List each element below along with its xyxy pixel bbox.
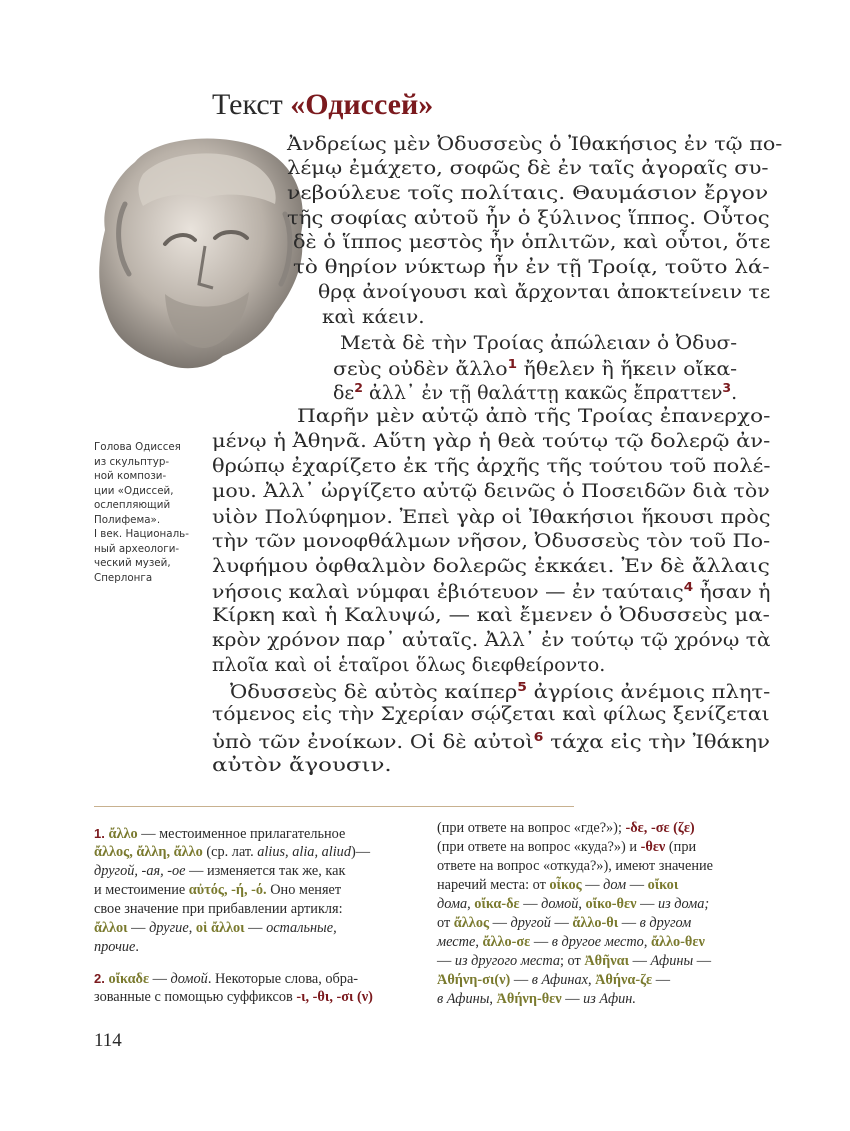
footnote-segment: — (626, 877, 648, 893)
footnote-line (437, 971, 713, 990)
footnote-segment: ἄλλο-σε (482, 934, 531, 950)
footnote-line (437, 952, 713, 971)
footnote-segment: — изменяется так же, как (185, 863, 346, 879)
text-line (212, 507, 770, 528)
text-segment: θρώπῳ ἐχαρίζετο ἐκ τῆς ἀρχῆς τῆς τούτου τοῦ πολέ- (212, 456, 771, 477)
text-line (297, 406, 770, 427)
footnote-segment: — (127, 920, 150, 936)
odysseus-bust-image (95, 134, 310, 374)
footnote-segment: домой (170, 971, 208, 987)
footnote-segment: , (475, 934, 483, 950)
footnote-segment: — (530, 934, 552, 950)
text-line (333, 381, 737, 404)
footnote-segment: в Афины (437, 991, 490, 1007)
footnote-segment: ἄλλος, ἄλλη, ἄλλο (94, 844, 203, 860)
text-line (212, 556, 770, 577)
footnote-segment: (при ответе на вопрос «где?»); (437, 820, 626, 836)
text-segment: σεὺς οὐδὲν ἄλλο (333, 359, 508, 380)
text-line (212, 531, 770, 552)
text-line (318, 282, 770, 303)
text-line (212, 730, 770, 753)
footnote-segment: Ἀθήνη-σι(ν) (437, 972, 511, 988)
footnote-segment: οἴκο-θεν (585, 896, 637, 912)
text-segment: θρᾳ ἀνοίγουσι καὶ ἄρχονται ἀποκτείνειν τε (318, 282, 771, 303)
text-line (212, 755, 392, 776)
text-segment: Ὀδυσσεὺς δὲ αὐτὸς καίπερ (230, 682, 518, 703)
footnote-segment: зованные с помощью суффиксов (94, 989, 297, 1005)
footnote-segment: Оно меняет (266, 882, 342, 898)
footnote-line (94, 938, 373, 957)
footnote-rule (94, 806, 574, 807)
footnote-segment: — (510, 972, 532, 988)
footnote-line (94, 900, 373, 919)
text-segment: λέμῳ ἐμάχετο, σοφῶς δὲ ἐν ταῖς ἀγοραῖς συ- (287, 158, 769, 179)
footnote-segment: — (693, 953, 711, 969)
footnote-segment: 2. (94, 971, 109, 986)
footnote-line (94, 988, 373, 1007)
footnote-segment: , (643, 934, 651, 950)
footnote-segment: — (581, 877, 604, 893)
footnote-segment: (при ответе на вопрос «куда?») и (437, 839, 641, 855)
text-segment: ἀγρίοις ἀνέμοις πλητ- (526, 682, 771, 703)
footnote-segment: ἄλλο-θεν (650, 934, 705, 950)
text-line (230, 680, 770, 703)
text-line (322, 307, 425, 328)
footnote-segment: οἶκος (549, 877, 582, 893)
footnote-line (94, 843, 373, 862)
footnote-segment: ; от (560, 953, 585, 969)
caption-line: Сперлонга (94, 571, 153, 584)
text-line (333, 357, 737, 380)
footnote-line (94, 919, 373, 938)
footnotes-right-column (437, 819, 713, 1009)
text-segment: ἦσαν ἡ (693, 582, 771, 603)
footnote-segment: οἴκαδε (108, 971, 150, 987)
text-segment: ἤθελεν ἢ ἥκειν οἴκα- (517, 359, 738, 380)
text-segment: δὲ ὁ ἵππος μεστὸς ἦν ὁπλιτῶν, καὶ οὗτοι, ὅτε (293, 232, 771, 253)
footnote-segment: — (636, 896, 658, 912)
caption-line: ной компози- (94, 470, 167, 482)
footnote-segment: из дома; (657, 896, 710, 912)
footnote-marker: 6 (533, 730, 544, 744)
text-segment: Παρῆν μὲν αὐτῷ ἀπὸ τῆς Τροίας ἐπανερχο- (297, 406, 771, 427)
text-line (212, 580, 770, 603)
text-segment: τόμενος εἰς τὴν Σχερίαν σῴζεται καὶ φίλως ξενίζεται (212, 704, 770, 725)
footnote-line (94, 824, 373, 843)
text-segment: δε (333, 383, 355, 404)
footnote-segment: Афины (650, 953, 694, 969)
footnote-segment: Ἀθήνη-θεν (496, 991, 562, 1007)
footnote-segment: — (244, 920, 267, 936)
text-segment: αὐτὸν ἄγουσιν. (212, 755, 392, 776)
footnote-segment: ἄλλο-θι (572, 915, 619, 931)
text-line (212, 704, 770, 725)
text-segment: ὑπὸ τῶν ἐνοίκων. Οἱ δὲ αὐτοὶ (212, 732, 534, 753)
footnote-segment: (при (665, 839, 697, 855)
footnote-segment: , (188, 920, 196, 936)
footnote-segment: остальные, (266, 920, 337, 936)
footnote-segment: ἄλλοι (94, 920, 128, 936)
caption-line: Полифема». (94, 513, 161, 526)
text-segment: τὸ θηρίον νύκτωρ ἦν ἐν τῇ Τροίᾳ, τοῦτο λά- (293, 257, 770, 278)
footnote-segment: в Афинах (531, 972, 588, 988)
footnote-segment: οἴκα-δε (474, 896, 520, 912)
footnote-segment: οἱ ἄλλοι (195, 920, 245, 936)
footnote-line (437, 838, 713, 857)
footnote-line (437, 819, 713, 838)
footnote-segment: -ι, -θι, -σι (ν) (296, 989, 373, 1005)
footnote-line (94, 969, 373, 988)
footnote-line (437, 895, 713, 914)
footnotes-left-column (94, 824, 373, 1007)
footnote-segment: . (135, 939, 139, 955)
text-line (212, 605, 770, 626)
footnote-line (437, 876, 713, 895)
footnote-segment: другие (149, 920, 189, 936)
footnote-segment: — (519, 896, 542, 912)
footnote-segment: из Афин. (583, 991, 636, 1007)
caption-line: ческий музей, (94, 557, 171, 569)
footnote-line (94, 881, 373, 900)
footnote-segment: — (489, 915, 511, 931)
footnote-line (94, 862, 373, 881)
text-line (212, 655, 605, 676)
text-line (212, 456, 770, 477)
footnote-segment: другой, -ая, -ое (94, 863, 186, 879)
text-line (293, 257, 770, 278)
footnote-segment: ответе на вопрос «откуда?»), имеют значение (437, 858, 713, 874)
footnote-segment: , (578, 896, 586, 912)
footnote-segment: , (467, 896, 475, 912)
title-prefix: Текст (212, 88, 291, 121)
footnote-segment: ἄλλο (108, 826, 138, 842)
footnote-segment: другой (510, 915, 551, 931)
footnote-marker: 1 (507, 357, 518, 371)
footnote-segment: ἄλλος (453, 915, 490, 931)
text-line (340, 333, 737, 354)
footnote-line (437, 914, 713, 933)
text-line (287, 158, 769, 179)
footnote-segment: 1. (94, 826, 109, 841)
footnote-segment: дома (437, 896, 468, 912)
footnote-segment: — (629, 953, 651, 969)
footnote-segment: — (652, 972, 671, 988)
footnote-segment: — местоименное прилагательное (137, 826, 346, 842)
text-segment: τὴν τῶν μονοφθάλμων νῆσον, Ὀδυσσεὺς τὸν τοῦ Πο- (212, 531, 771, 552)
footnote-segment: — (437, 953, 455, 969)
footnote-segment: . Некоторые слова, обра- (207, 971, 359, 987)
footnote-segment: наречий места: от (437, 877, 550, 893)
text-segment: . (731, 383, 738, 404)
text-segment: Κίρκη καὶ ἡ Καλυψώ, — καὶ ἔμενεν ὁ Ὀδυσσεὺς μα- (212, 605, 770, 626)
footnote-segment: в другом (639, 915, 692, 931)
page-title (212, 88, 433, 122)
caption-line: Голова Одиссея (94, 441, 181, 453)
footnote-segment: дом (603, 877, 627, 893)
footnote-segment: αὐτός, -ή, -ό. (188, 882, 267, 898)
footnote-segment: от (437, 915, 454, 931)
text-segment: Ἀνδρείως μὲν Ὀδυσσεὺς ὁ Ἰθακήσιος ἐν τῷ πο- (287, 134, 783, 155)
footnote-segment: в другое место (551, 934, 644, 950)
footnote-segment: свое значение при прибавлении артикля: (94, 901, 343, 917)
text-segment: τῆς σοφίας αὐτοῦ ἦν ὁ ξύλινος ἵππος. Οὗτος (287, 208, 770, 229)
text-segment: τάχα εἰς τὴν Ἰθάκην (543, 732, 770, 753)
footnote-marker: 4 (683, 580, 694, 594)
text-segment: μου. Ἀλλ᾽ ὠργίζετο αὐτῷ δεινῶς ὁ Ποσειδῶν διὰ τὸν (212, 481, 770, 502)
footnote-line (437, 990, 713, 1009)
text-line (287, 134, 782, 155)
text-line (212, 481, 770, 502)
footnote-segment: , (587, 972, 596, 988)
footnote-segment: месте (437, 934, 476, 950)
page-number: 114 (94, 1030, 122, 1051)
footnote-line (437, 933, 713, 952)
caption-line: ослепляющий (94, 499, 171, 511)
text-segment: υἱὸν Πολύφημον. Ἐπεὶ γὰρ οἱ Ἰθακήσιοι ἥκουσι πρὸς (212, 507, 771, 528)
footnote-segment: — (550, 915, 573, 931)
footnote-marker: 3 (722, 381, 732, 395)
title-name: «Одиссей» (290, 88, 434, 121)
footnote-segment: , (489, 991, 497, 1007)
footnote-segment: -θεν (640, 839, 666, 855)
footnote-segment: Ἀθήνα-ζε (595, 972, 653, 988)
text-segment: ἀλλ᾽ ἐν τῇ θαλάττῃ κακῶς ἔπραττεν (362, 383, 723, 404)
text-line (293, 232, 770, 253)
image-caption (94, 440, 189, 585)
text-line (212, 431, 770, 452)
caption-line: ции «Одиссей, (94, 484, 174, 497)
caption-line: ный археологи- (94, 542, 180, 555)
text-segment: λυφήμου ὀφθαλμὸν δολερῶς ἐκκάει. Ἐν δὲ ἄλλαις (212, 556, 770, 577)
footnote-segment: (ср. лат. (202, 844, 258, 860)
text-segment: μένῳ ἡ Ἀθηνᾶ. Αὕτη γὰρ ἡ θεὰ τούτῳ τῷ δολερῷ ἀν- (212, 431, 771, 452)
text-segment: κρὸν χρόνον παρ᾽ αὐταῖς. Ἀλλ᾽ ἐν τούτῳ τῷ χρόνῳ τὰ (212, 630, 771, 651)
footnote-segment: — (561, 991, 584, 1007)
footnote-segment: — (149, 971, 171, 987)
footnote-segment: прочие (94, 939, 136, 955)
text-segment: νεβούλευε τοῖς πολίταις. Θαυμάσιον ἔργον (287, 183, 769, 204)
footnote-segment: οἴκοι (647, 877, 679, 893)
text-segment: πλοῖα καὶ οἱ ἑταῖροι ὅλως διεφθείροντο. (212, 655, 606, 676)
footnote-segment: из другого места (454, 953, 561, 969)
footnote-segment: домой (541, 896, 579, 912)
footnote-segment: — (618, 915, 640, 931)
text-segment: νήσοις καλαὶ νύμφαι ἐβιότευον — ἐν ταύταις (212, 582, 684, 603)
footnote-segment: alius, alia, aliud (257, 844, 351, 860)
text-segment: Μετὰ δὲ τὴν Τροίας ἀπώλειαν ὁ Ὀδυσ- (340, 333, 738, 354)
text-line (287, 208, 770, 229)
text-line (287, 183, 768, 204)
footnote-line (437, 857, 713, 876)
footnote-segment: -δε, -σε (ζε) (625, 820, 695, 836)
footnote-marker: 5 (517, 680, 527, 694)
footnote-segment: и местоимение (94, 882, 189, 898)
footnote-line (94, 957, 373, 969)
footnote-marker: 2 (354, 381, 363, 395)
caption-line: I век. Националь- (94, 528, 189, 540)
text-segment: καὶ κάειν. (322, 307, 425, 328)
footnote-segment: Ἀθῆναι (584, 953, 630, 969)
footnote-segment: )— (350, 844, 371, 860)
text-line (212, 630, 771, 651)
caption-line: из скульптур- (94, 455, 170, 468)
